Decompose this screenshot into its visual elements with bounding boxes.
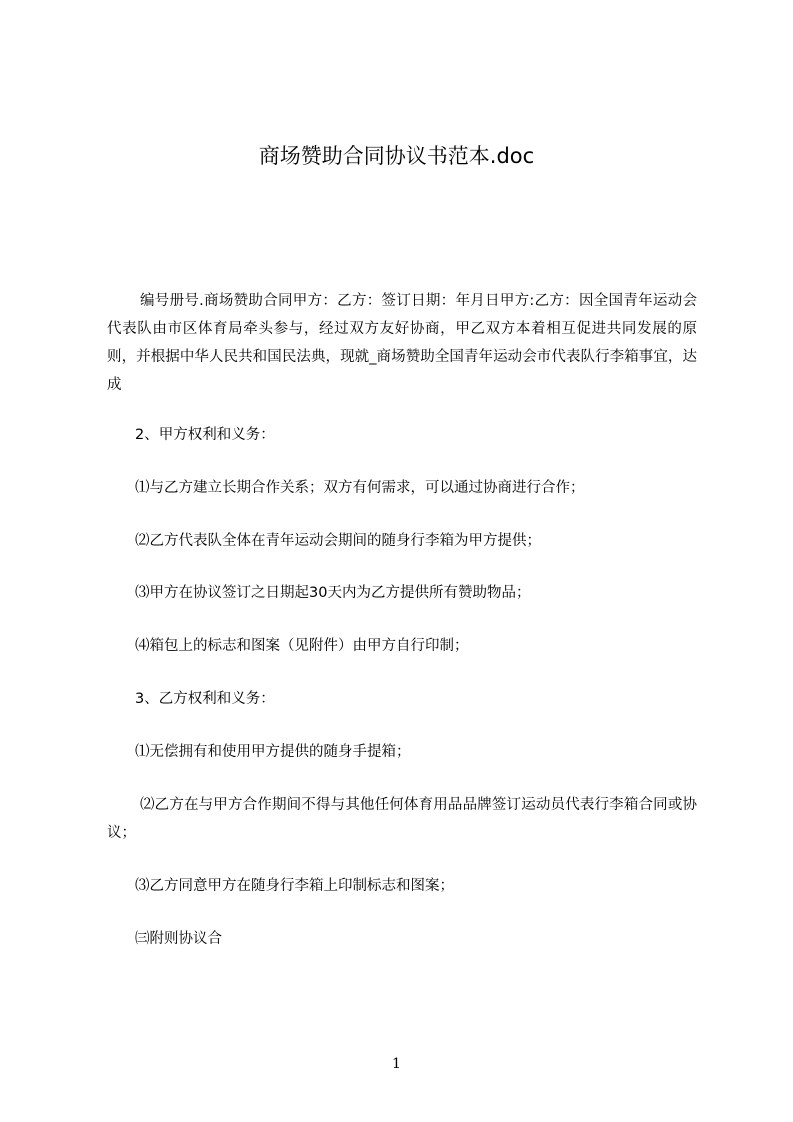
document-title: 商场赞助合同协议书范本.doc bbox=[258, 144, 535, 168]
section-2-heading: 2、甲方权利和义务： bbox=[135, 427, 275, 443]
section-2-item-2: ⑵乙方代表队全体在青年运动会期间的随身行李箱为甲方提供； bbox=[135, 533, 541, 549]
section-3-heading: 3、乙方权利和义务： bbox=[135, 691, 275, 707]
section-2-item-4: ⑷箱包上的标志和图案（见附件）由甲方自行印制； bbox=[135, 638, 469, 654]
section-3-item-1: ⑴无偿拥有和使用甲方提供的随身手提箱； bbox=[135, 744, 411, 760]
page-number: 1 bbox=[392, 1056, 401, 1072]
section-2-item-3: ⑶甲方在协议签订之日期起30天内为乙方提供所有赞助物品； bbox=[135, 585, 531, 601]
section-3-item-3: ⑶乙方同意甲方在随身行李箱上印制标志和图案； bbox=[135, 878, 454, 894]
section-3-item-2: ⑵乙方在与甲方合作期间不得与其他任何体育用品品牌签订运动员代表行李箱合同或协议； bbox=[107, 797, 697, 841]
section-2-item-1: ⑴与乙方建立长期合作关系；双方有何需求，可以通过协商进行合作； bbox=[135, 480, 585, 496]
intro-paragraph: 编号册号.商场赞助合同甲方：乙方：签订日期：年月日甲方:乙方：因全国青年运动会代表队由市区体育局牵头参与，经过双方友好协商，甲乙双方本着相互促进共同发展的原则，并根据中华人民共和国民法典，现就_商场赞助全国青年运动会市代表队行李箱事宜，达成 bbox=[107, 293, 697, 393]
appendix-heading: ㈢附则协议合 bbox=[135, 931, 222, 947]
